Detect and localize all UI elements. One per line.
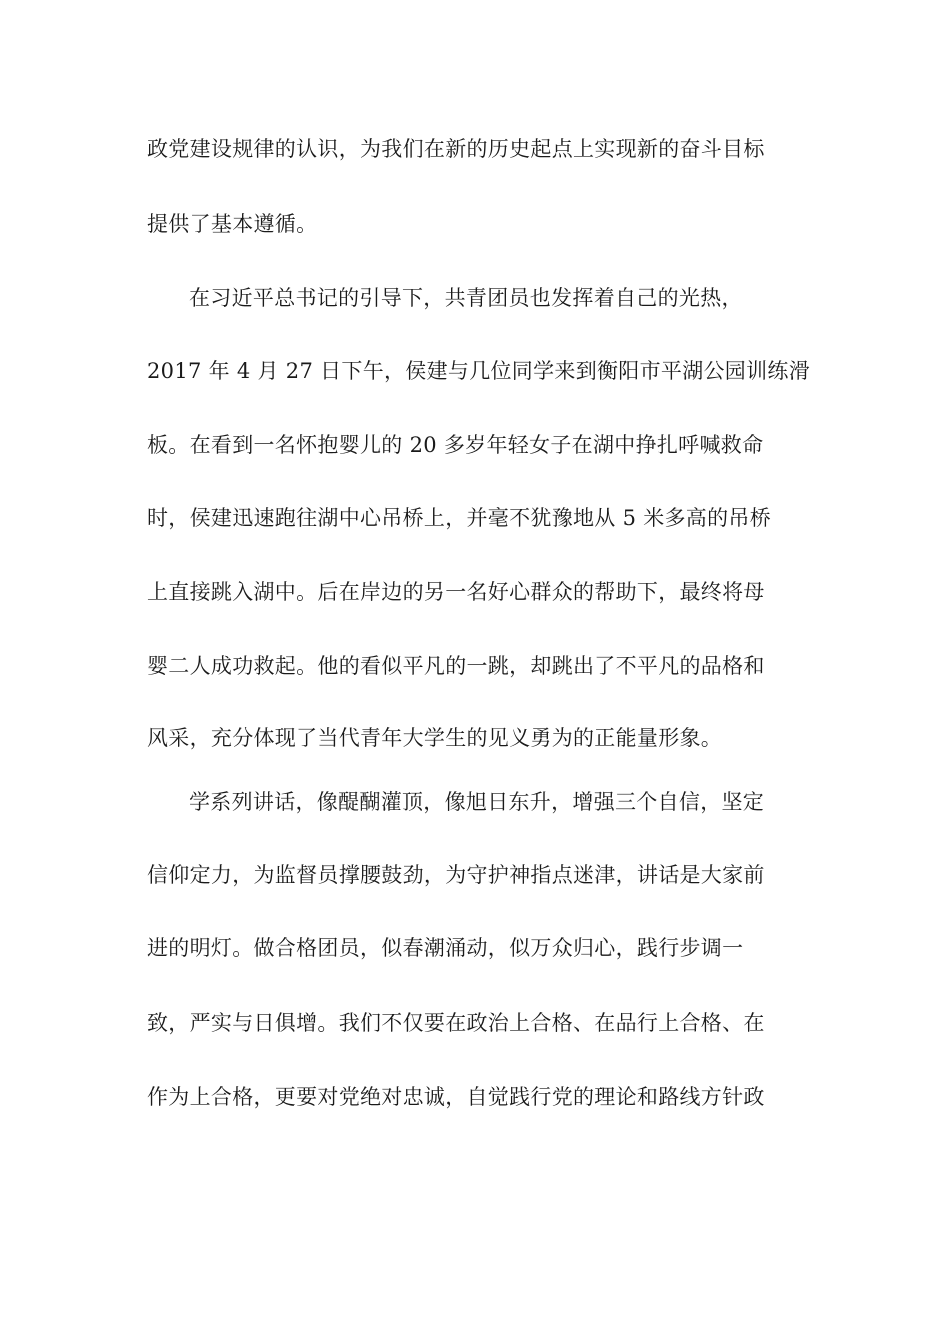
paragraph-start-line: 学系列讲话，像醍醐灌顶，像旭日东升，增强三个自信，坚定 — [189, 790, 765, 814]
text-line: 婴二人成功救起。他的看似平凡的一跳，却跳出了不平凡的品格和 — [147, 654, 765, 678]
text-line: 进的明灯。做合格团员，似春潮涌动，似万众归心，践行步调一 — [147, 936, 744, 960]
paragraph-start-line: 在习近平总书记的引导下，共青团员也发挥着自己的光热， — [189, 286, 743, 310]
text-line: 提供了基本遵循。 — [147, 212, 318, 236]
text-line: 时，侯建迅速跑往湖中心吊桥上，并毫不犹豫地从 5 米多高的吊桥 — [147, 506, 772, 530]
text-line: 致，严实与日俱增。我们不仅要在政治上合格、在品行上合格、在 — [147, 1011, 765, 1035]
text-line: 作为上合格，更要对党绝对忠诚，自觉践行党的理论和路线方针政 — [147, 1085, 765, 1109]
text-line: 板。在看到一名怀抱婴儿的 20 多岁年轻女子在湖中挣扎呼喊救命 — [147, 433, 764, 457]
text-line: 上直接跳入湖中。后在岸边的另一名好心群众的帮助下，最终将母 — [147, 580, 765, 604]
text-line: 政党建设规律的认识，为我们在新的历史起点上实现新的奋斗目标 — [147, 137, 765, 161]
text-line: 信仰定力，为监督员撑腰鼓劲，为守护神指点迷津，讲话是大家前 — [147, 863, 765, 887]
text-line: 2017 年 4 月 27 日下午，侯建与几位同学来到衡阳市平湖公园训练滑 — [147, 359, 810, 383]
text-line: 风采，充分体现了当代青年大学生的见义勇为的正能量形象。 — [147, 726, 723, 750]
